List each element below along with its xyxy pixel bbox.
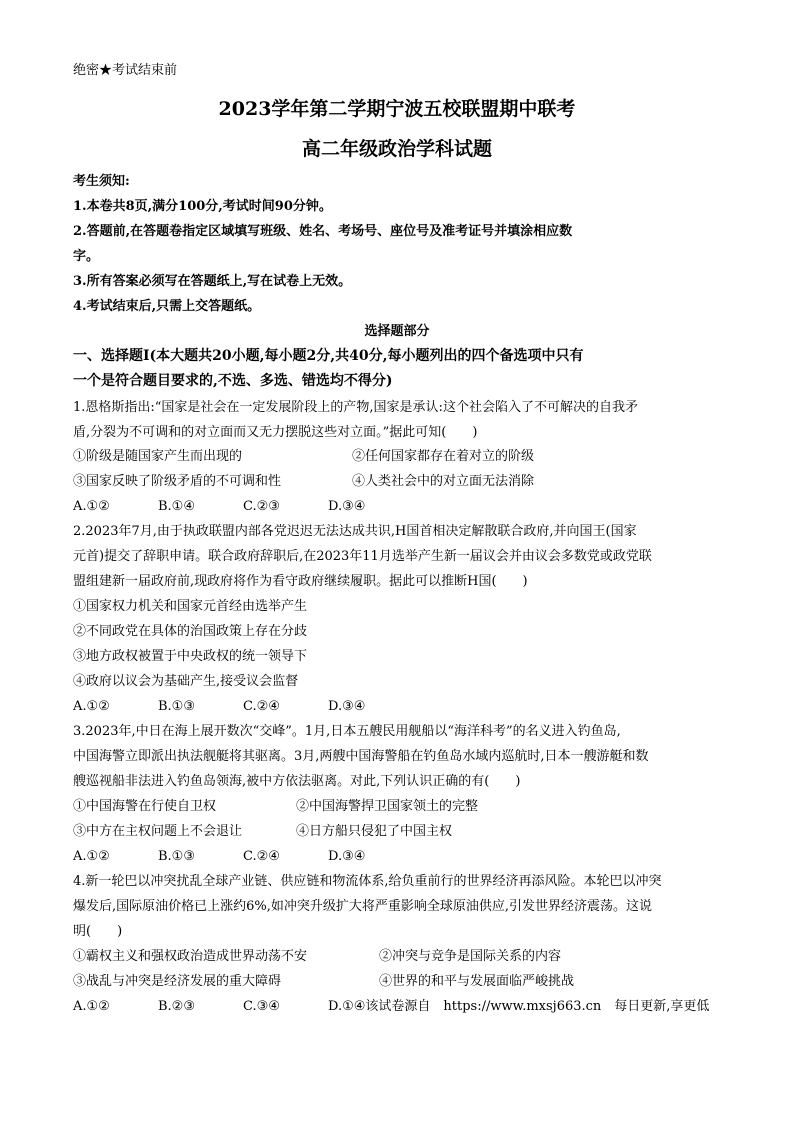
question-text: 2.2023年7月,由于执政联盟内部各党迟迟无法达成共识,H国首相决定解散联合政府,并向国王(国家 — [73, 524, 637, 539]
question-text: 盟组建新一届政府前,现政府将作为看守政府继续履职。据此可以推断H国( ) — [73, 574, 528, 589]
choice-c: C.③④ — [243, 999, 280, 1014]
choice-a: A.①② — [73, 699, 110, 714]
statement: ①国家权力机关和国家元首经由选举产生 — [73, 599, 308, 614]
choice-row — [73, 848, 413, 866]
statement-row — [73, 473, 535, 491]
statement: ①霸权主义和强权政治造成世界动荡不安 — [73, 949, 308, 964]
choice-d: D.①④ — [328, 999, 366, 1014]
question-text: 4.新一轮巴以冲突扰乱全球产业链、供应链和物流体系,给负重前行的世界经济再添风险。本轮巴以冲突 — [73, 874, 662, 889]
question-text: 艘巡视船非法进入钓鱼岛领海,被中方依法驱离。对此,下列认识正确的有( ) — [73, 774, 521, 789]
choice-a: A.①② — [73, 849, 110, 864]
section-intro: 一、选择题Ⅰ(本大题共20小题,每小题2分,共40分,每小题列出的四个备选项中只有 — [73, 348, 584, 364]
statement: ②不同政党在具体的治国政策上存在分歧 — [73, 624, 308, 639]
exam-subtitle: 高二年级政治学科试题 — [301, 138, 492, 160]
statement: ②中国海警捍卫国家领土的完整 — [296, 799, 479, 814]
statement: ①中国海警在行使自卫权 — [73, 799, 217, 814]
choice-b: B.②③ — [158, 999, 195, 1014]
choice-b: B.①④ — [158, 499, 195, 514]
choice-d: D.③④ — [328, 699, 366, 714]
statement-row — [73, 973, 575, 991]
notice-item: 字。 — [73, 249, 100, 264]
statement: ②任何国家都存在着对立的阶级 — [352, 449, 535, 464]
statement: ④日方船只侵犯了中国主权 — [296, 824, 453, 839]
choice-b: B.①③ — [158, 849, 195, 864]
question-text: 明( ) — [73, 924, 123, 939]
statement-row — [73, 448, 535, 466]
source-footer-text: 该试卷源自 https://www.mxsj663.cn 每日更新,享更低 — [365, 999, 710, 1014]
question-text: 爆发后,国际原油价格已上涨约6%,如冲突升级扩大将严重影响全球原油供应,引发世界经济震荡。这说 — [73, 899, 653, 914]
question-text: 元首)提交了辞职申请。联合政府辞职后,在2023年11月选举产生新一届议会并由议会多数党或政党联 — [73, 549, 652, 564]
choice-c: C.②③ — [243, 499, 280, 514]
secret-label: 绝密★考试结束前 — [73, 63, 178, 78]
statement-row — [73, 948, 562, 966]
question-text: 中国海警立即派出执法舰艇将其驱离。3月,两艘中国海警船在钓鱼岛水域内巡航时,日本一艘游艇和数 — [73, 749, 649, 764]
statement: ③地方政权被置于中央政权的统一领导下 — [73, 649, 308, 664]
statement: ③中方在主权问题上不会退让 — [73, 824, 243, 839]
statement: ④世界的和平与发展面临严峻挑战 — [379, 974, 575, 989]
exam-title: 2023学年第二学期宁波五校联盟期中联考 — [218, 98, 576, 120]
choice-d: D.③④ — [328, 499, 366, 514]
notice-item: 3.所有答案必须写在答题纸上,写在试卷上无效。 — [73, 274, 352, 289]
statement: ①阶级是随国家产生而出现的 — [73, 449, 243, 464]
statement: ③国家反映了阶级矛盾的不可调和性 — [73, 474, 282, 489]
statement: ③战乱与冲突是经济发展的重大障碍 — [73, 974, 282, 989]
section-intro: 一个是符合题目要求的,不选、多选、错选均不得分) — [73, 373, 393, 389]
choice-a: A.①② — [73, 999, 110, 1014]
statement: ④政府以议会为基础产生,接受议会监督 — [73, 674, 299, 689]
choice-b: B.①③ — [158, 699, 195, 714]
choice-d: D.③④ — [328, 849, 366, 864]
section-part-title: 选择题部分 — [364, 324, 430, 339]
choice-c: C.②④ — [243, 699, 280, 714]
notice-item: 2.答题前,在答题卷指定区域填写班级、姓名、考场号、座位号及准考证号并填涂相应数 — [73, 224, 573, 239]
choice-row — [73, 698, 413, 716]
statement-row — [73, 798, 479, 816]
statement: ④人类社会中的对立面无法消除 — [352, 474, 535, 489]
question-text: 盾,分裂为不可调和的对立面而又无力摆脱这些对立面。”据此可知( ) — [73, 425, 478, 440]
choice-row — [73, 998, 709, 1016]
statement: ②冲突与竞争是国际关系的内容 — [379, 949, 562, 964]
statement-row — [73, 823, 453, 841]
notice-heading: 考生须知: — [73, 174, 130, 189]
question-text: 3.2023年,中日在海上展开数次“交峰”。1月,日本五艘民用舰船以“海洋科考”的名义进入钓鱼岛, — [73, 724, 621, 739]
notice-item: 1.本卷共8页,满分100分,考试时间90分钟。 — [73, 199, 332, 214]
choice-row — [73, 498, 413, 516]
choice-c: C.②④ — [243, 849, 280, 864]
question-text: 1.恩格斯指出:“国家是社会在一定发展阶段上的产物,国家是承认:这个社会陷入了不可解决的自我矛 — [73, 400, 638, 415]
notice-item: 4.考试结束后,只需上交答题纸。 — [73, 299, 261, 314]
choice-a: A.①② — [73, 499, 110, 514]
